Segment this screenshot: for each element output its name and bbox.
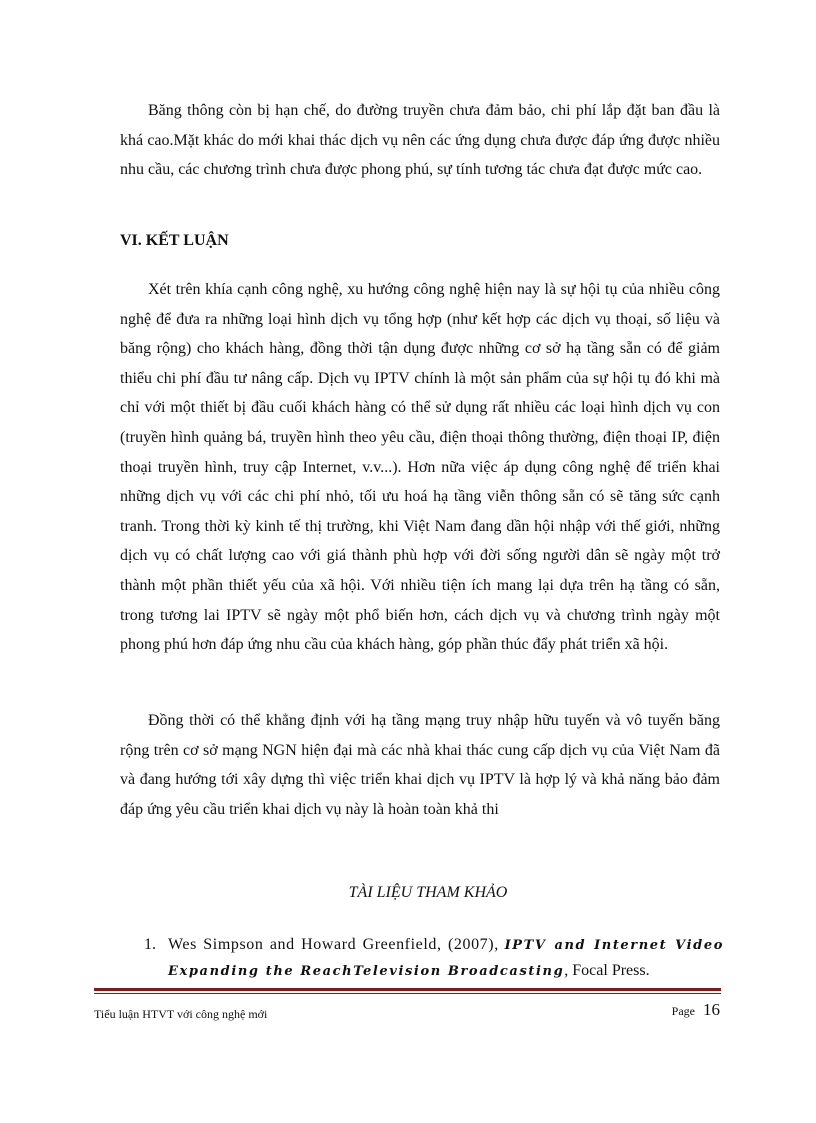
footer-divider-thick [94,988,721,991]
references-title: TÀI LIỆU THAM KHẢO [348,884,508,901]
paragraph-bandwidth-limits: Băng thông còn bị hạn chế, do đường truyền chưa đảm bảo, chi phí lắp đặt ban đầu là khá cao.Mặt khác do mới khai thác dịch vụ nên các ứng dụng chưa được đáp ứng được nhiều nhu cầu, các chương trình chưa được phong phú, sự tính tương tác chưa đạt được mức cao. [120,102,720,179]
reference-text [168,932,724,984]
section-heading-conclusion: VI. KẾT LUẬN [120,232,229,249]
reference-number: 1. [144,936,156,953]
footer-page-info [672,1000,720,1020]
reference-publisher: , Focal Press. [564,962,650,979]
footer-page-label: Page [671,1004,695,1018]
reference-title: IPTV and Internet Video Expanding the ReachTelevision Broadcasting [168,938,724,979]
paragraph-conclusion-technology: Xét trên khía cạnh công nghệ, xu hướng công nghệ hiện nay là sự hội tụ của nhiều công nghệ để đưa ra những loại hình dịch vụ tổng hợp (như kết hợp các dịch vụ thoại, số liệu và băng rộng) cho khách hàng, đồng thời tận dụng được những cơ sở hạ tầng sẵn có để giảm thiểu chi phí đầu tư nâng cấp. Dịch vụ IPTV chính là một sản phẩm của sự hội tụ đó khi mà chỉ với một thiết bị đầu cuối khách hàng có thể sử dụng rất nhiều các loại hình dịch vụ con (truyền hình quảng bá, truyền hình theo yêu cầu, điện thoại thông thường, điện thoại IP, điện thoại truyền hình, truy cập Internet, v.v...). Hơn nữa việc áp dụng công nghệ để triển khai những dịch vụ với các chi phí nhỏ, tối ưu hoá hạ tầng viễn thông sẵn có sẽ tăng sức cạnh tranh. Trong thời kỳ kinh tế thị trường, khi Việt Nam đang dần hội nhập với thế giới, những dịch vụ có chất lượng cao với giá thành phù hợp với đời sống người dân sẽ ngày một trở thành một phần thiết yếu của xã hội. Với nhiều tiện ích mang lại dựa trên hạ tầng có sẵn, trong tương lai IPTV sẽ ngày một phổ biến hơn, cách dịch vụ và chương trình ngày một phong phú hơn đáp ứng nhu cầu của khách hàng, góp phần thúc đẩy phát triển xã hội. [120,281,720,654]
reference-authors: Wes Simpson and Howard Greenfield, (2007), [168,936,499,953]
paragraph-conclusion-feasibility: Đồng thời có thể khẳng định với hạ tầng mạng truy nhập hữu tuyến và vô tuyến băng rộng trên cơ sở mạng NGN hiện đại mà các nhà khai thác cung cấp dịch vụ của Việt Nam đã và đang hướng tới xây dựng thì việc triển khai dịch vụ IPTV là hợp lý và khả năng bảo đảm đáp ứng yêu cầu triển khai dịch vụ này là hoàn toàn khả thi [120,712,720,818]
footer-divider-thin [94,993,721,994]
footer-document-title: Tiểu luận HTVT với công nghệ mới [94,1007,268,1021]
footer-page-number: 16 [703,1000,720,1019]
